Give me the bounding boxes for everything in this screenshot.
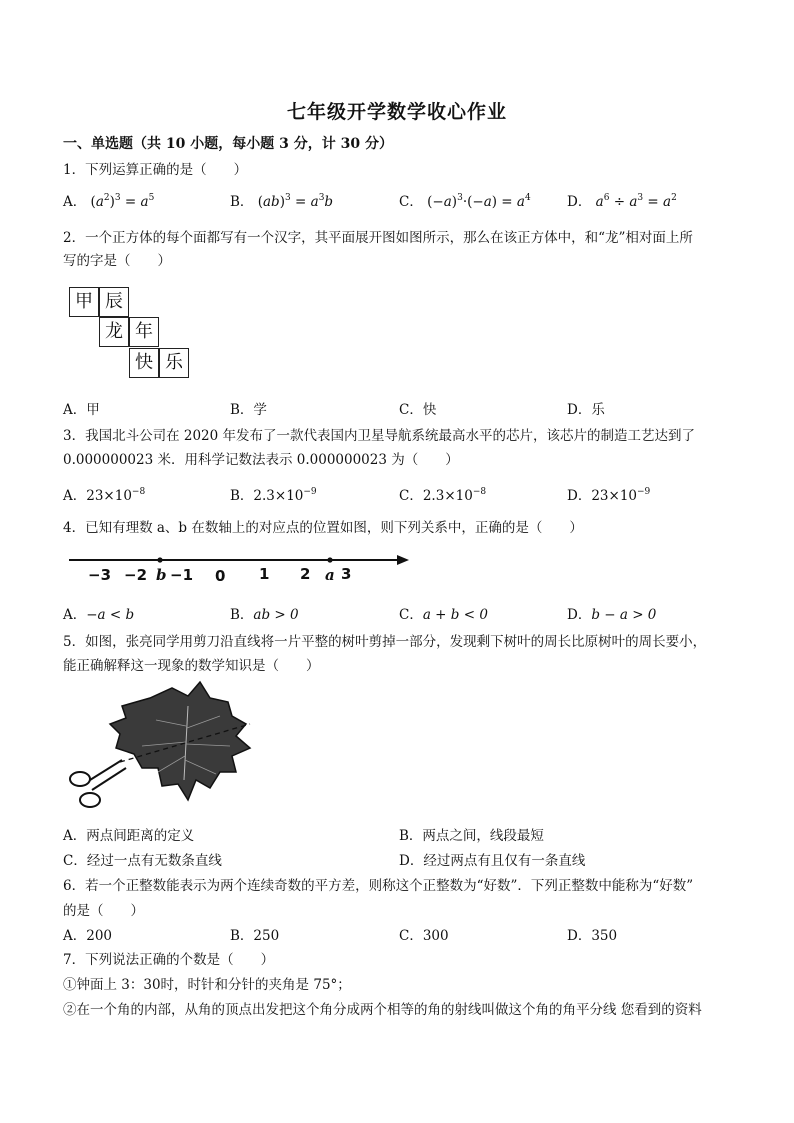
scissor-blade-1 <box>90 760 122 780</box>
q5-option-d[interactable]: D．经过两点有且仅有一条直线 <box>399 853 586 869</box>
tick-label-3: 3 <box>341 565 352 583</box>
section-heading: 一、单选题（共 10 小题，每小题 3 分，计 30 分） <box>63 136 393 152</box>
q4-option-d-expr: b − a > 0 <box>591 607 657 623</box>
q6-option-c[interactable]: C．300 <box>399 928 449 944</box>
q3-option-d-label: D． <box>567 488 592 504</box>
net-cell-5: 快 <box>129 348 159 378</box>
q6-option-d[interactable]: D．350 <box>567 928 618 944</box>
leaf-scissors-figure <box>60 676 260 816</box>
q1-option-a-expr: $(a^2)^3 = a^5$ <box>90 193 155 210</box>
q2-option-b[interactable]: B．学 <box>230 402 267 418</box>
net-cell-6: 乐 <box>159 348 189 378</box>
question-6-stem-line1: 6．若一个正整数能表示为两个连续奇数的平方差，则称这个正整数为“好数”．下列正整数中能称为“好数” <box>63 878 694 894</box>
q2-option-a[interactable]: A．甲 <box>63 402 100 418</box>
question-7-stem: 7．下列说法正确的个数是（ ） <box>63 952 275 968</box>
q3-option-a-exponent: −8 <box>131 487 146 497</box>
leaf-shape <box>110 682 250 800</box>
q3-option-c-mantissa: 2.3×10 <box>422 488 473 504</box>
question-5-stem-line1: 5．如图，张亮同学用剪刀沿直线将一片平整的树叶剪掉一部分，发现剩下树叶的周长比原树叶的周长要小， <box>63 634 707 650</box>
net-cell-2: 辰 <box>99 287 129 317</box>
tick-label-neg2: −2 <box>124 566 148 584</box>
point-a-label: a <box>325 566 335 584</box>
q3-option-d[interactable] <box>567 484 650 504</box>
point-b-dot <box>157 557 162 562</box>
point-a-dot <box>327 557 332 562</box>
tick-label-neg3: −3 <box>88 566 112 584</box>
q1-option-a[interactable] <box>63 190 154 210</box>
question-2-stem-line2: 写的字是（ ） <box>63 253 171 269</box>
net-cell-1: 甲 <box>69 287 99 317</box>
q1-option-d-label: D． <box>567 194 592 210</box>
q5-option-a[interactable]: A．两点间距离的定义 <box>63 828 195 844</box>
q3-option-b[interactable] <box>230 484 317 504</box>
tick-label-1: 1 <box>259 565 270 583</box>
q3-option-c-label: C． <box>399 488 423 504</box>
net-cell-4: 年 <box>129 317 159 347</box>
q2-option-d[interactable]: D．乐 <box>567 402 605 418</box>
question-4-stem: 4．已知有理数 a、b 在数轴上的对应点的位置如图，则下列关系中，正确的是（ ） <box>63 520 583 536</box>
q1-option-c[interactable] <box>399 190 531 210</box>
q4-option-c-label: C． <box>399 607 423 623</box>
q2-option-c[interactable]: C．快 <box>399 402 437 418</box>
page-title: 七年级开学数学收心作业 <box>286 101 507 123</box>
q3-option-a-label: A． <box>63 488 87 504</box>
q6-option-a[interactable]: A．200 <box>63 928 113 944</box>
question-2-stem-line1: 2．一个正方体的每个面都写有一个汉字，其平面展开图如图所示，那么在该正方体中，和“龙”相对面上所 <box>63 230 693 246</box>
q3-option-b-mantissa: 2.3×10 <box>253 488 304 504</box>
tick-label-neg1: −1 <box>170 566 194 584</box>
q4-option-d[interactable] <box>567 603 656 623</box>
tick-label-0: 0 <box>215 567 226 585</box>
scissor-handle-2 <box>80 793 100 807</box>
q1-option-b-expr: $(ab)^3 = a^3b$ <box>257 193 334 210</box>
tick-label-2: 2 <box>300 565 311 583</box>
q3-option-a[interactable] <box>63 484 145 504</box>
scissor-blade-2 <box>92 768 126 790</box>
q1-option-a-label: A． <box>63 194 87 210</box>
q1-option-c-expr: $(-a)^3\cdot(-a) = a^4$ <box>427 193 531 210</box>
q1-option-c-label: C． <box>399 194 423 210</box>
q3-option-a-mantissa: 23×10 <box>86 488 132 504</box>
q4-option-a-expr: −a < b <box>86 607 135 623</box>
q5-option-c[interactable]: C．经过一点有无数条直线 <box>63 853 222 869</box>
net-cell-3: 龙 <box>99 317 129 347</box>
q1-option-b-label: B． <box>230 194 254 210</box>
q5-option-b[interactable]: B．两点之间，线段最短 <box>399 828 544 844</box>
q3-option-d-mantissa: 23×10 <box>591 488 637 504</box>
q4-option-a-label: A． <box>63 607 87 623</box>
scissor-handle-1 <box>70 772 90 786</box>
q1-option-b[interactable] <box>230 190 333 210</box>
q3-option-b-label: B． <box>230 488 254 504</box>
q1-option-d-expr: $a^6 \div a^3 = a^2$ <box>595 193 677 210</box>
question-1-stem: 1．下列运算正确的是（ ） <box>63 162 248 178</box>
point-b-label: b <box>156 566 167 584</box>
q3-option-c-exponent: −8 <box>472 487 487 497</box>
q3-option-c[interactable] <box>399 484 486 504</box>
q4-option-a[interactable] <box>63 603 134 623</box>
question-6-stem-line2: 的是（ ） <box>63 903 144 919</box>
q7-statement-2: ②在一个角的内部，从角的顶点出发把这个角分成两个相等的角的射线叫做这个角的角平分线 您看到的资料 <box>63 1002 702 1018</box>
question-3-stem-line2: 0.000000023 米．用科学记数法表示 0.000000023 为（ ） <box>63 452 459 468</box>
number-line-figure <box>63 550 413 586</box>
question-5-stem-line2: 能正确解释这一现象的数学知识是（ ） <box>63 658 320 674</box>
q6-option-b[interactable]: B．250 <box>230 928 280 944</box>
q4-option-b[interactable] <box>230 603 299 623</box>
q1-option-d[interactable] <box>567 190 677 210</box>
q3-option-b-exponent: −9 <box>303 487 317 497</box>
number-line-arrow <box>397 555 409 565</box>
q4-option-c-expr: a + b < 0 <box>422 607 488 623</box>
q4-option-b-expr: ab > 0 <box>253 607 299 623</box>
q3-option-d-exponent: −9 <box>637 487 651 497</box>
question-3-stem-line1: 3．我国北斗公司在 2020 年发布了一款代表国内卫星导航系统最高水平的芯片，该芯片的制造工艺达到了 <box>63 428 696 444</box>
q4-option-c[interactable] <box>399 603 488 623</box>
q4-option-b-label: B． <box>230 607 254 623</box>
q7-statement-1: ①钟面上 3：30时，时针和分针的夹角是 75°； <box>63 977 351 993</box>
q4-option-d-label: D． <box>567 607 592 623</box>
